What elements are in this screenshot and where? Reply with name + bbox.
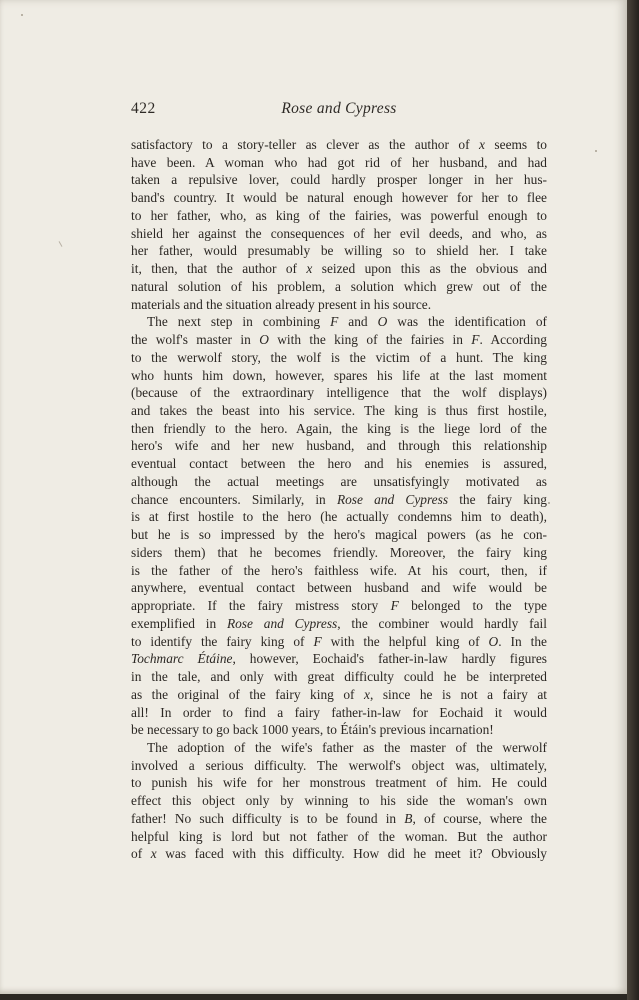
book-spine bbox=[627, 0, 639, 1000]
text-line: The adoption of the wife's father as the master of the werwolf bbox=[147, 739, 547, 755]
text-line: of x was faced with this difficulty. How did he meet it? Obviously bbox=[131, 846, 547, 862]
body-text bbox=[131, 136, 547, 863]
text-line: her father, would presumably be willing so to shield her. I take bbox=[131, 243, 547, 259]
text-line: hero's wife and her new husband, and through this relationship bbox=[131, 438, 547, 454]
text-line: although the actual meetings are unsatisfyingly motivated as bbox=[131, 473, 547, 489]
text-line: helpful king is lord but not father of the woman. But the author bbox=[131, 828, 547, 844]
text-line: (because of the extraordinary intelligence that the wolf displays) bbox=[131, 385, 547, 401]
paper-speck bbox=[21, 14, 23, 16]
page-number: 422 bbox=[131, 100, 156, 117]
text-line: band's country. It would be natural enough however for her to flee bbox=[131, 190, 547, 206]
paper-speck bbox=[59, 241, 63, 247]
text-line: eventual contact between the hero and his enemies is assured, bbox=[131, 456, 547, 472]
running-title: Rose and Cypress bbox=[281, 100, 397, 117]
text-line: have been. A woman who had got rid of her husband, and had bbox=[131, 154, 547, 170]
text-line: is the father of the hero's faithless wife. At his court, then, if bbox=[131, 562, 547, 578]
running-header bbox=[131, 100, 547, 122]
text-line: be necessary to go back 1000 years, to Étáin's previous incarnation! bbox=[131, 722, 494, 738]
text-line: satisfactory to a story-teller as clever as the author of x seems to bbox=[131, 137, 547, 152]
text-line: to her father, who, as king of the fairies, was powerful enough to bbox=[131, 207, 547, 223]
text-line: chance encounters. Similarly, in Rose and Cypress the fairy king bbox=[131, 491, 547, 507]
text-line: effect this object only by winning to his side the woman's own bbox=[131, 793, 547, 809]
text-line: in the tale, and only with great difficulty could he be interpreted bbox=[131, 669, 547, 685]
text-line: all! In order to find a fairy father-in-law for Eochaid it would bbox=[131, 704, 547, 720]
text-line: siders them) that he becomes friendly. Moreover, the fairy king bbox=[131, 544, 547, 560]
text-line: it, then, that the author of x seized upon this as the obvious and bbox=[131, 261, 547, 277]
text-line: then friendly to the hero. Again, the king is the liege lord of the bbox=[131, 420, 547, 436]
text-line: Tochmarc Étáine, however, Eochaid's father-in-law hardly figures bbox=[131, 651, 547, 667]
text-line: to identify the fairy king of F with the helpful king of O. In the bbox=[131, 633, 547, 649]
text-line: to punish his wife for her monstrous treatment of him. He could bbox=[131, 775, 547, 791]
text-line: who hunts him down, however, spares his life at the last moment bbox=[131, 367, 547, 383]
text-line: natural solution of his problem, a solution which grew out of the bbox=[131, 278, 547, 294]
text-line: materials and the situation already present in his source. bbox=[131, 296, 432, 312]
text-line: to the werwolf story, the wolf is the victim of a hunt. The king bbox=[131, 349, 547, 365]
text-line: shield her against the consequences of her evil deeds, and who, as bbox=[131, 225, 547, 241]
text-line: the wolf's master in O with the king of the fairies in F. According bbox=[131, 332, 547, 348]
text-line: The next step in combining F and O was the identification of bbox=[147, 314, 548, 330]
text-line: appropriate. If the fairy mistress story F belonged to the type bbox=[131, 598, 547, 614]
paper-speck bbox=[548, 502, 550, 504]
text-line: taken a repulsive lover, could hardly prosper longer in her hus- bbox=[131, 172, 547, 188]
text-line: exemplified in Rose and Cypress, the combiner would hardly fail bbox=[131, 615, 547, 631]
text-line: anywhere, eventual contact between husband and wife would be bbox=[131, 580, 547, 596]
text-line: but he is so impressed by the hero's magical powers (as he con- bbox=[131, 527, 547, 543]
text-line: and takes the beast into his service. The king is thus first hostile, bbox=[131, 403, 547, 419]
text-line: as the original of the fairy king of x, since he is not a fairy at bbox=[131, 686, 547, 702]
text-line: is at first hostile to the hero (he actually condemns him to death), bbox=[131, 509, 547, 525]
text-line: involved a serious difficulty. The werwolf's object was, ultimately, bbox=[131, 757, 547, 773]
paper-speck bbox=[595, 150, 597, 152]
text-line: father! No such difficulty is to be found in B, of course, where the bbox=[131, 810, 548, 826]
